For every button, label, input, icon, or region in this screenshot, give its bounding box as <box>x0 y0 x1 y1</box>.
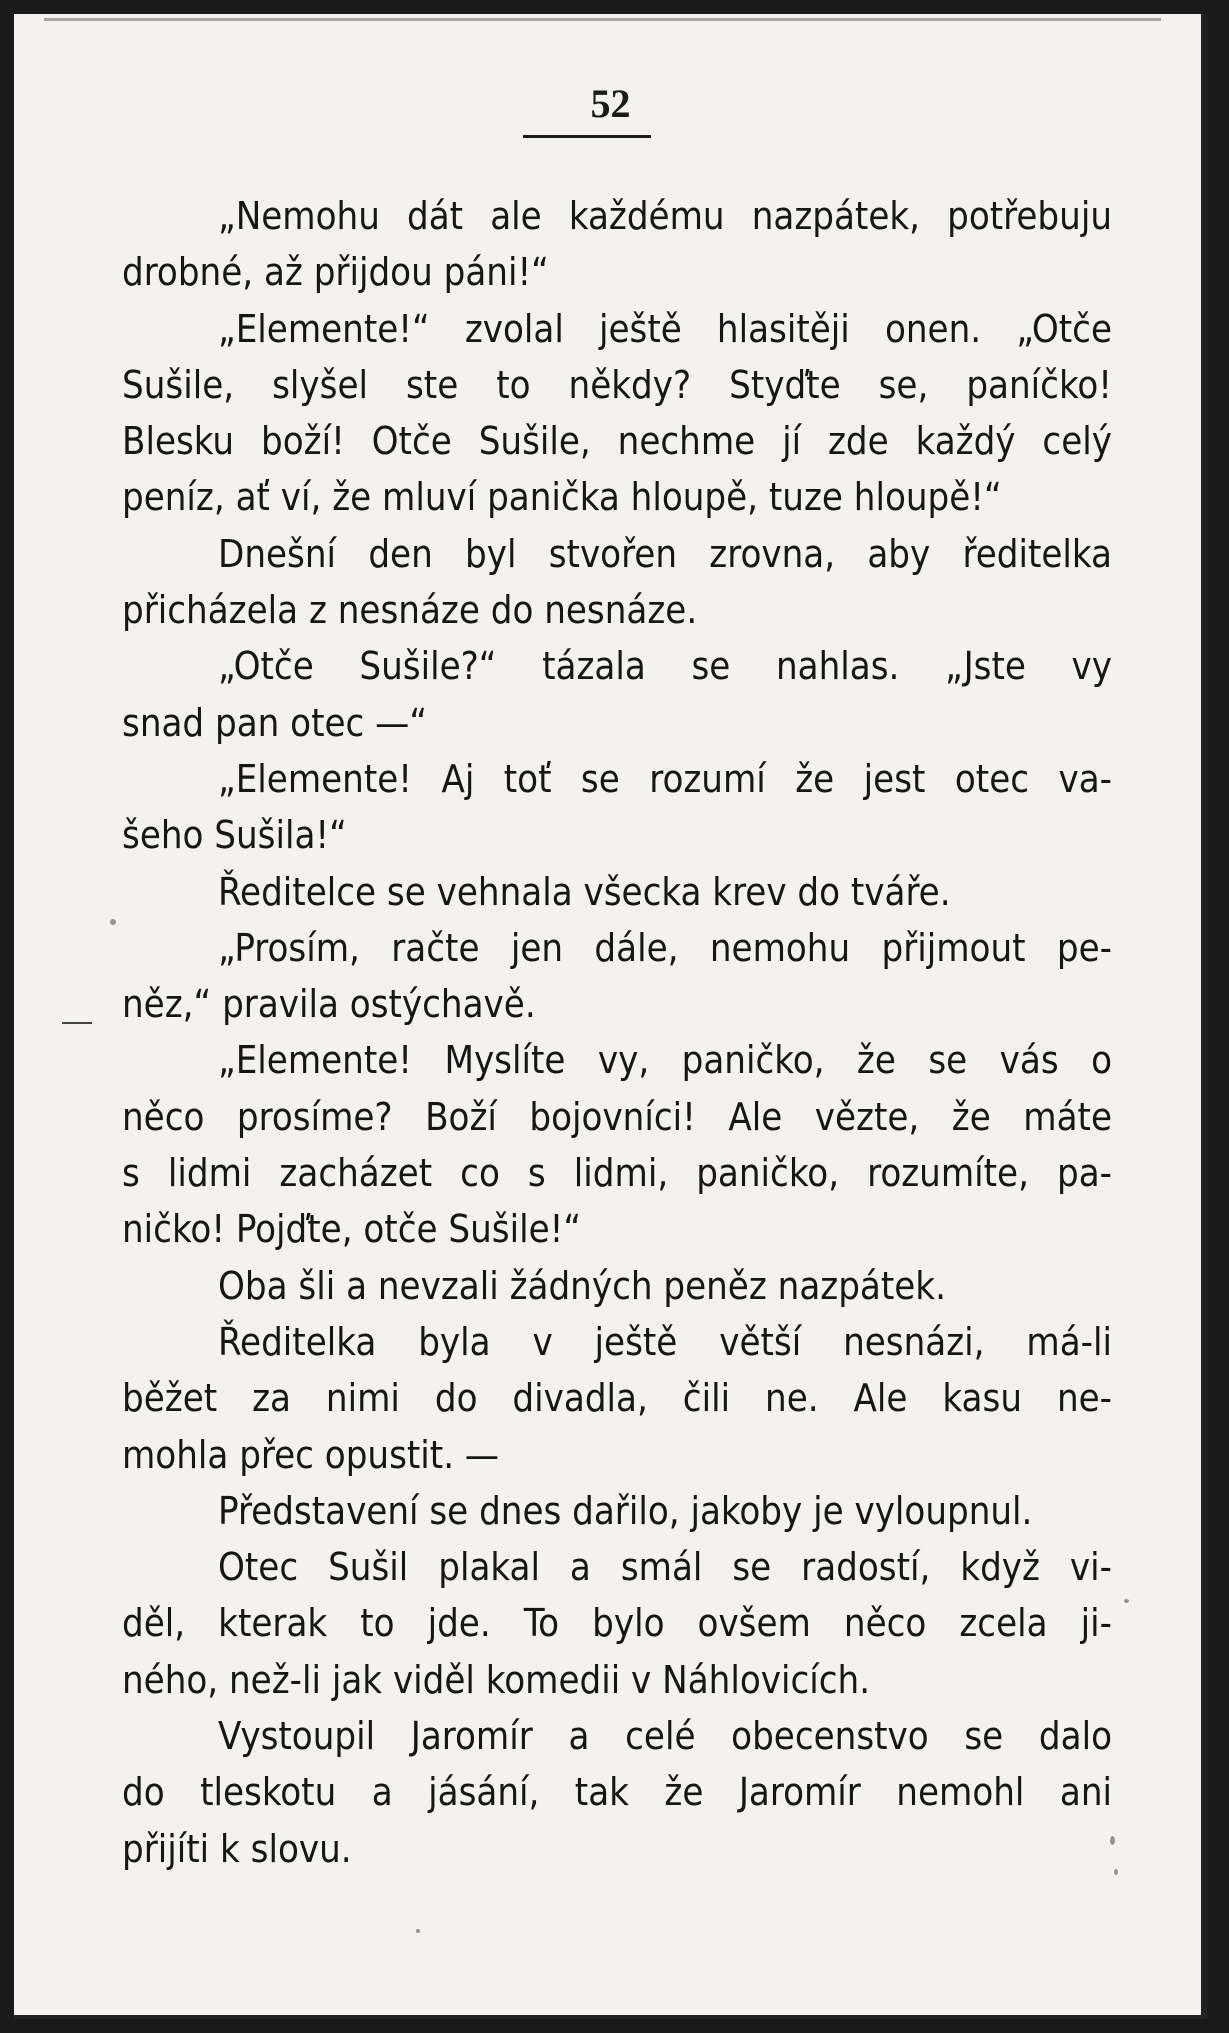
paper-speck <box>1124 1599 1129 1603</box>
paper-speck <box>1114 1869 1118 1875</box>
text-line: „Elemente! Aj toť se rozumí že jest otec va- <box>218 756 1112 801</box>
body-text <box>122 188 1112 1877</box>
text-line: do tleskotu a jásání, tak že Jaromír nemohl ani <box>122 1770 1112 1815</box>
text-line: Dnešní den byl stvořen zrovna, aby ředitelka <box>218 531 1112 576</box>
text-line: Představení se dnes dařilo, jakoby je vyloupnul. <box>218 1488 1033 1533</box>
text-line: „Otče Sušile?“ tázala se nahlas. „Jste vy <box>218 644 1112 689</box>
text-line: „Prosím, račte jen dále, nemohu přijmout pe- <box>218 925 1112 970</box>
text-line: Sušile, slyšel ste to někdy? Styďte se, paníčko! <box>122 362 1112 407</box>
text-line: „Elemente! Myslíte vy, paničko, že se vás o <box>218 1038 1112 1083</box>
paper-speck <box>416 1929 420 1933</box>
text-line: něz,“ pravila ostýchavě. <box>122 982 536 1027</box>
text-line: snad pan otec —“ <box>122 700 428 745</box>
page-number-rule <box>523 135 651 138</box>
text-line: Blesku boží! Otče Sušile, nechme jí zde každý celý <box>122 419 1112 464</box>
text-line: šeho Sušila!“ <box>122 813 347 858</box>
text-line: Ředitelka byla v ještě větší nesnázi, má-li <box>218 1319 1112 1364</box>
text-line: mohla přec opustit. — <box>122 1432 500 1477</box>
text-line: „Elemente!“ zvolal ještě hlasitěji onen. „Otče <box>218 306 1112 351</box>
text-line: přijíti k slovu. <box>122 1826 352 1871</box>
text-line: ničko! Pojďte, otče Sušile!“ <box>122 1207 582 1252</box>
text-line: Oba šli a nevzali žádných peněz nazpátek. <box>218 1263 946 1308</box>
text-line: děl, kterak to jde. To bylo ovšem něco zcela ji- <box>122 1601 1112 1646</box>
paper-speck <box>110 919 116 925</box>
book-page <box>14 14 1207 2019</box>
text-line: peníz, ať ví, že mluví panička hloupě, tuze hloupě!“ <box>122 475 1002 520</box>
text-line: Ředitelce se vehnala všecka krev do tváře. <box>218 869 951 914</box>
text-line: něco prosíme? Boží bojovníci! Ale vězte, že máte <box>122 1094 1112 1139</box>
page-top-edge <box>44 18 1161 21</box>
page-number: 52 <box>590 81 631 126</box>
text-line: s lidmi zacházet co s lidmi, paničko, rozumíte, pa- <box>122 1151 1112 1196</box>
text-line: Vystoupil Jaromír a celé obecenstvo se dalo <box>218 1714 1112 1759</box>
text-line: „Nemohu dát ale každému nazpátek, potřebuju <box>218 194 1112 238</box>
text-line: drobné, až přijdou páni!“ <box>122 250 549 295</box>
margin-mark <box>62 1022 92 1024</box>
text-line: přicházela z nesnáze do nesnáze. <box>122 588 698 633</box>
text-line: ného, než-li jak viděl komedii v Náhlovicích. <box>122 1657 871 1702</box>
text-line: běžet za nimi do divadla, čili ne. Ale kasu ne- <box>122 1376 1112 1421</box>
text-line: Otec Sušil plakal a smál se radostí, když vi- <box>218 1545 1112 1590</box>
paper-speck <box>1110 1836 1115 1845</box>
